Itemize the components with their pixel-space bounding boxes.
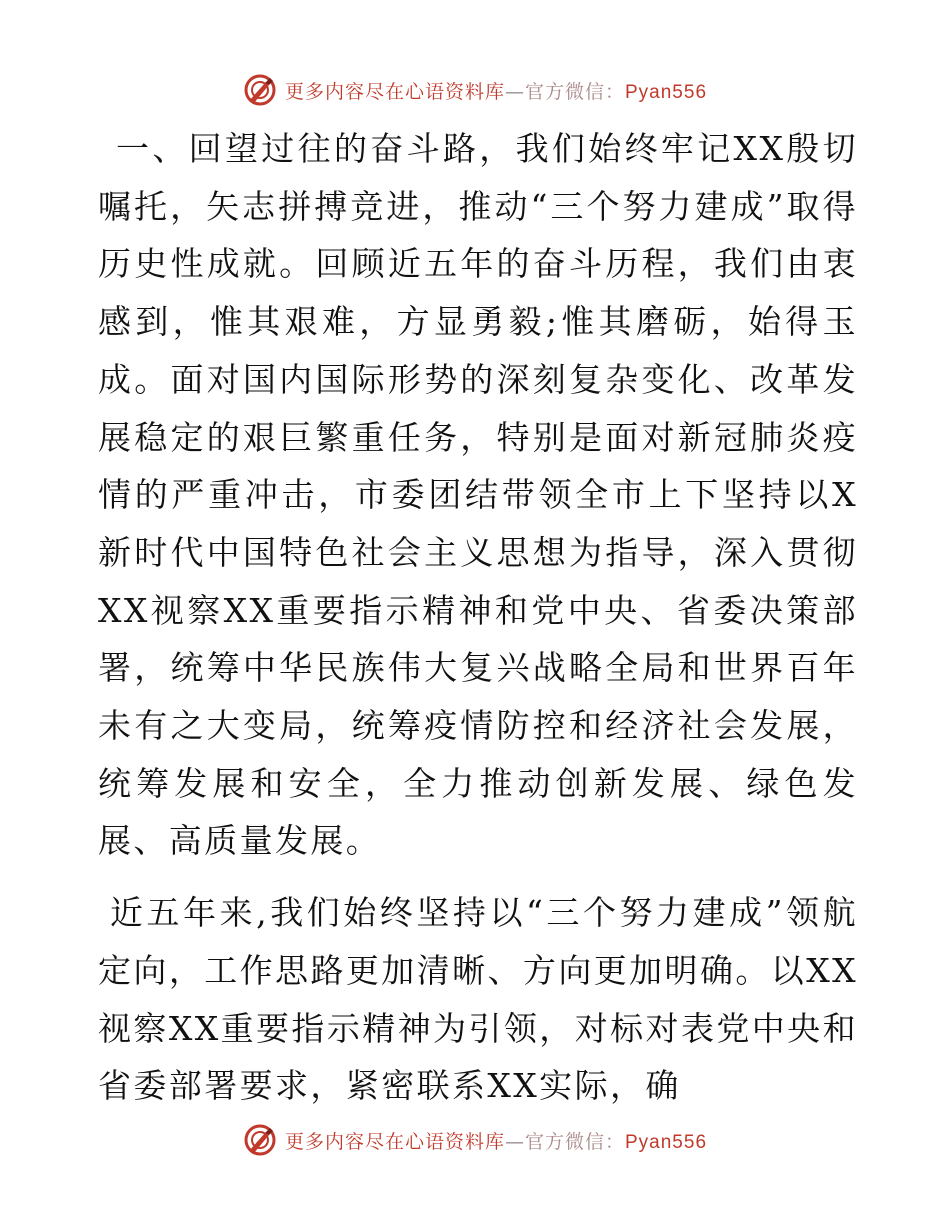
- header-banner: [0, 70, 950, 110]
- pen-logo-icon: [243, 1123, 277, 1157]
- header-promo-text: 更多内容尽在心语资料库: [284, 80, 505, 103]
- header-wechat-label: 官方微信：: [524, 80, 625, 103]
- document-body: [98, 120, 858, 1115]
- paragraph-1: 一、回望过往的奋斗路，我们始终牢记XX殷切嘱托，矢志拼搏竞进，推动“三个努力建成”取得历史性成就。回顾近五年的奋斗历程，我们由衷感到，惟其艰难，方显勇毅;惟其磨砺，始得玉成。面对国内国际形势的深刻复杂变化、改革发展稳定的艰巨繁重任务，特别是面对新冠肺炎疫情的严重冲击，市委团结带领全市上下坚持以X新时代中国特色社会主义思想为指导，深入贯彻XX视察XX重要指示精神和党中央、省委决策部署，统筹中华民族伟大复兴战略全局和世界百年未有之大变局，统筹疫情防控和经济社会发展，统筹发展和安全，全力推动创新发展、绿色发展、高质量发展。: [98, 129, 858, 861]
- footer-wechat-id: Pyan556: [625, 1131, 708, 1153]
- footer-promo-text: 更多内容尽在心语资料库: [284, 1130, 505, 1153]
- footer-separator: —: [504, 1130, 525, 1153]
- footer-wechat-label: 官方微信：: [524, 1130, 625, 1153]
- header-separator: —: [504, 80, 525, 103]
- header-wechat-id: Pyan556: [625, 81, 708, 103]
- paragraph-2: 近五年来,我们始终坚持以“三个努力建成”领航定向，工作思路更加清晰、方向更加明确。以XX视察XX重要指示精神为引领，对标对表党中央和省委部署要求，紧密联系XX实际，确: [98, 893, 858, 1106]
- footer-banner: [0, 1120, 950, 1160]
- footer-banner-text: [285, 1127, 707, 1154]
- pen-logo-icon: [243, 73, 277, 107]
- header-banner-text: [285, 77, 707, 104]
